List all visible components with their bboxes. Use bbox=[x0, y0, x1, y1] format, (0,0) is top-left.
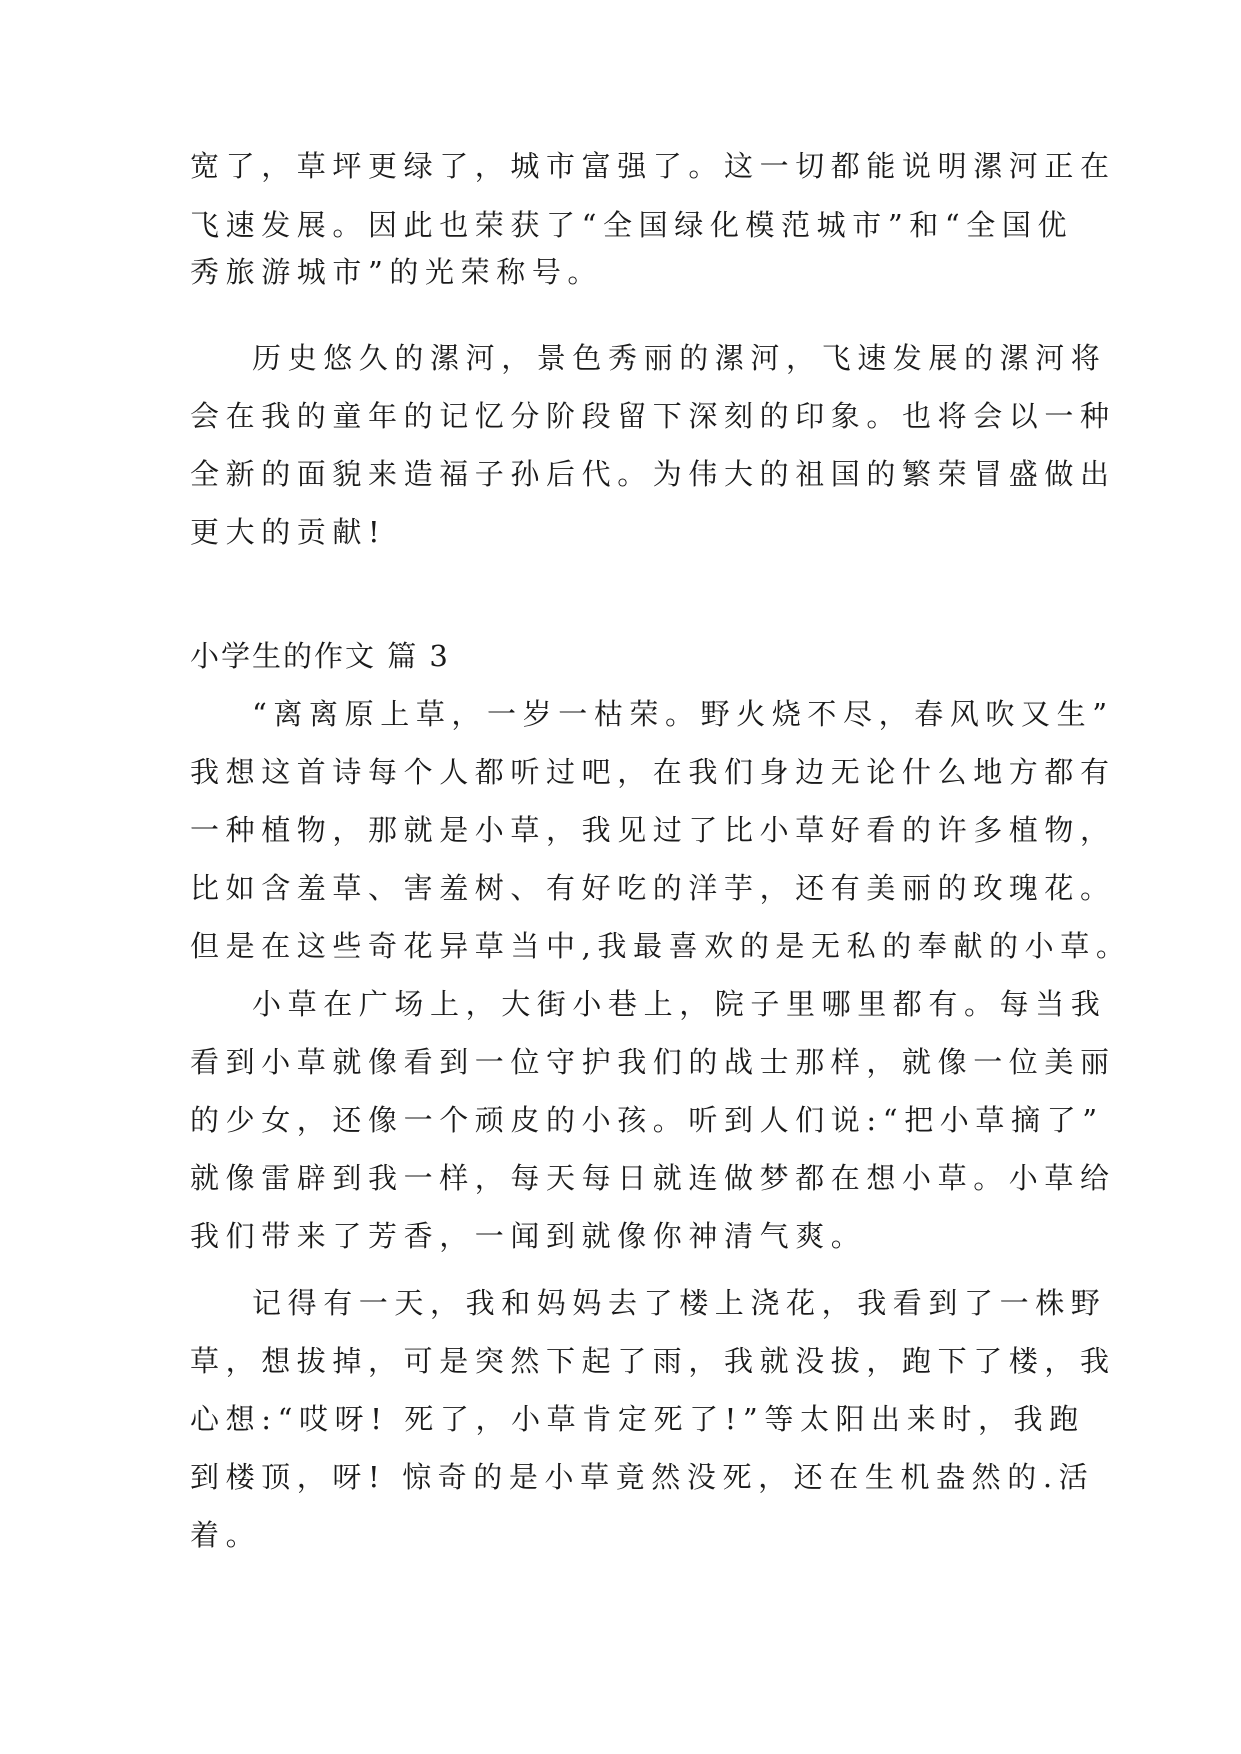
paragraph-4-line-3: 的少女，还像一个顽皮的小孩。听到人们说:“把小草摘了” bbox=[190, 1103, 1104, 1137]
section-title: 小学生的作文 篇 3 bbox=[190, 639, 450, 673]
paragraph-2-line-4: 更大的贡献! bbox=[190, 515, 387, 549]
paragraph-3-line-2: 我想这首诗每个人都听过吧，在我们身边无论什么地方都有 bbox=[190, 755, 1116, 789]
paragraph-2-line-1: 历史悠久的漯河，景色秀丽的漯河，飞速发展的漯河将 bbox=[252, 341, 1107, 375]
paragraph-3-line-4: 比如含羞草、害羞树、有好吃的洋芋，还有美丽的玫瑰花。 bbox=[190, 871, 1116, 905]
paragraph-5-line-4: 到楼顶，呀! 惊奇的是小草竟然没死，还在生机盎然的.活 bbox=[190, 1460, 1095, 1494]
paragraph-1-line-1: 宽了，草坪更绿了，城市富强了。这一切都能说明漯河正在 bbox=[190, 149, 1116, 183]
paragraph-1-line-3: 秀旅游城市”的光荣称号。 bbox=[190, 255, 604, 289]
paragraph-1-line-2: 飞速发展。因此也荣获了“全国绿化模范城市”和“全国优 bbox=[190, 208, 1074, 242]
paragraph-4-line-2: 看到小草就像看到一位守护我们的战士那样，就像一位美丽 bbox=[190, 1045, 1116, 1079]
paragraph-5-line-5: 着。 bbox=[190, 1518, 262, 1552]
paragraph-2-line-3: 全新的面貌来造福子孙后代。为伟大的祖国的繁荣冒盛做出 bbox=[190, 457, 1116, 491]
paragraph-2-line-2: 会在我的童年的记忆分阶段留下深刻的印象。也将会以一种 bbox=[190, 399, 1116, 433]
paragraph-3-line-1: “离离原上草，一岁一枯荣。野火烧不尽，春风吹又生” bbox=[252, 697, 1114, 731]
paragraph-5-line-3: 心想:“哎呀! 死了，小草肯定死了!”等太阳出来时，我跑 bbox=[190, 1402, 1085, 1436]
paragraph-4-line-5: 我们带来了芳香，一闻到就像你神清气爽。 bbox=[190, 1219, 867, 1253]
paragraph-5-line-1: 记得有一天，我和妈妈去了楼上浇花，我看到了一株野 bbox=[252, 1286, 1107, 1320]
paragraph-5-line-2: 草，想拔掉，可是突然下起了雨，我就没拔，跑下了楼，我 bbox=[190, 1344, 1116, 1378]
paragraph-4-line-1: 小草在广场上，大街小巷上，院子里哪里都有。每当我 bbox=[252, 987, 1107, 1021]
paragraph-3-line-3: 一种植物，那就是小草，我见过了比小草好看的许多植物， bbox=[190, 813, 1116, 847]
paragraph-3-line-5: 但是在这些奇花异草当中,我最喜欢的是无私的奉献的小草。 bbox=[190, 929, 1132, 963]
paragraph-4-line-4: 就像雷辟到我一样，每天每日就连做梦都在想小草。小草给 bbox=[190, 1161, 1116, 1195]
